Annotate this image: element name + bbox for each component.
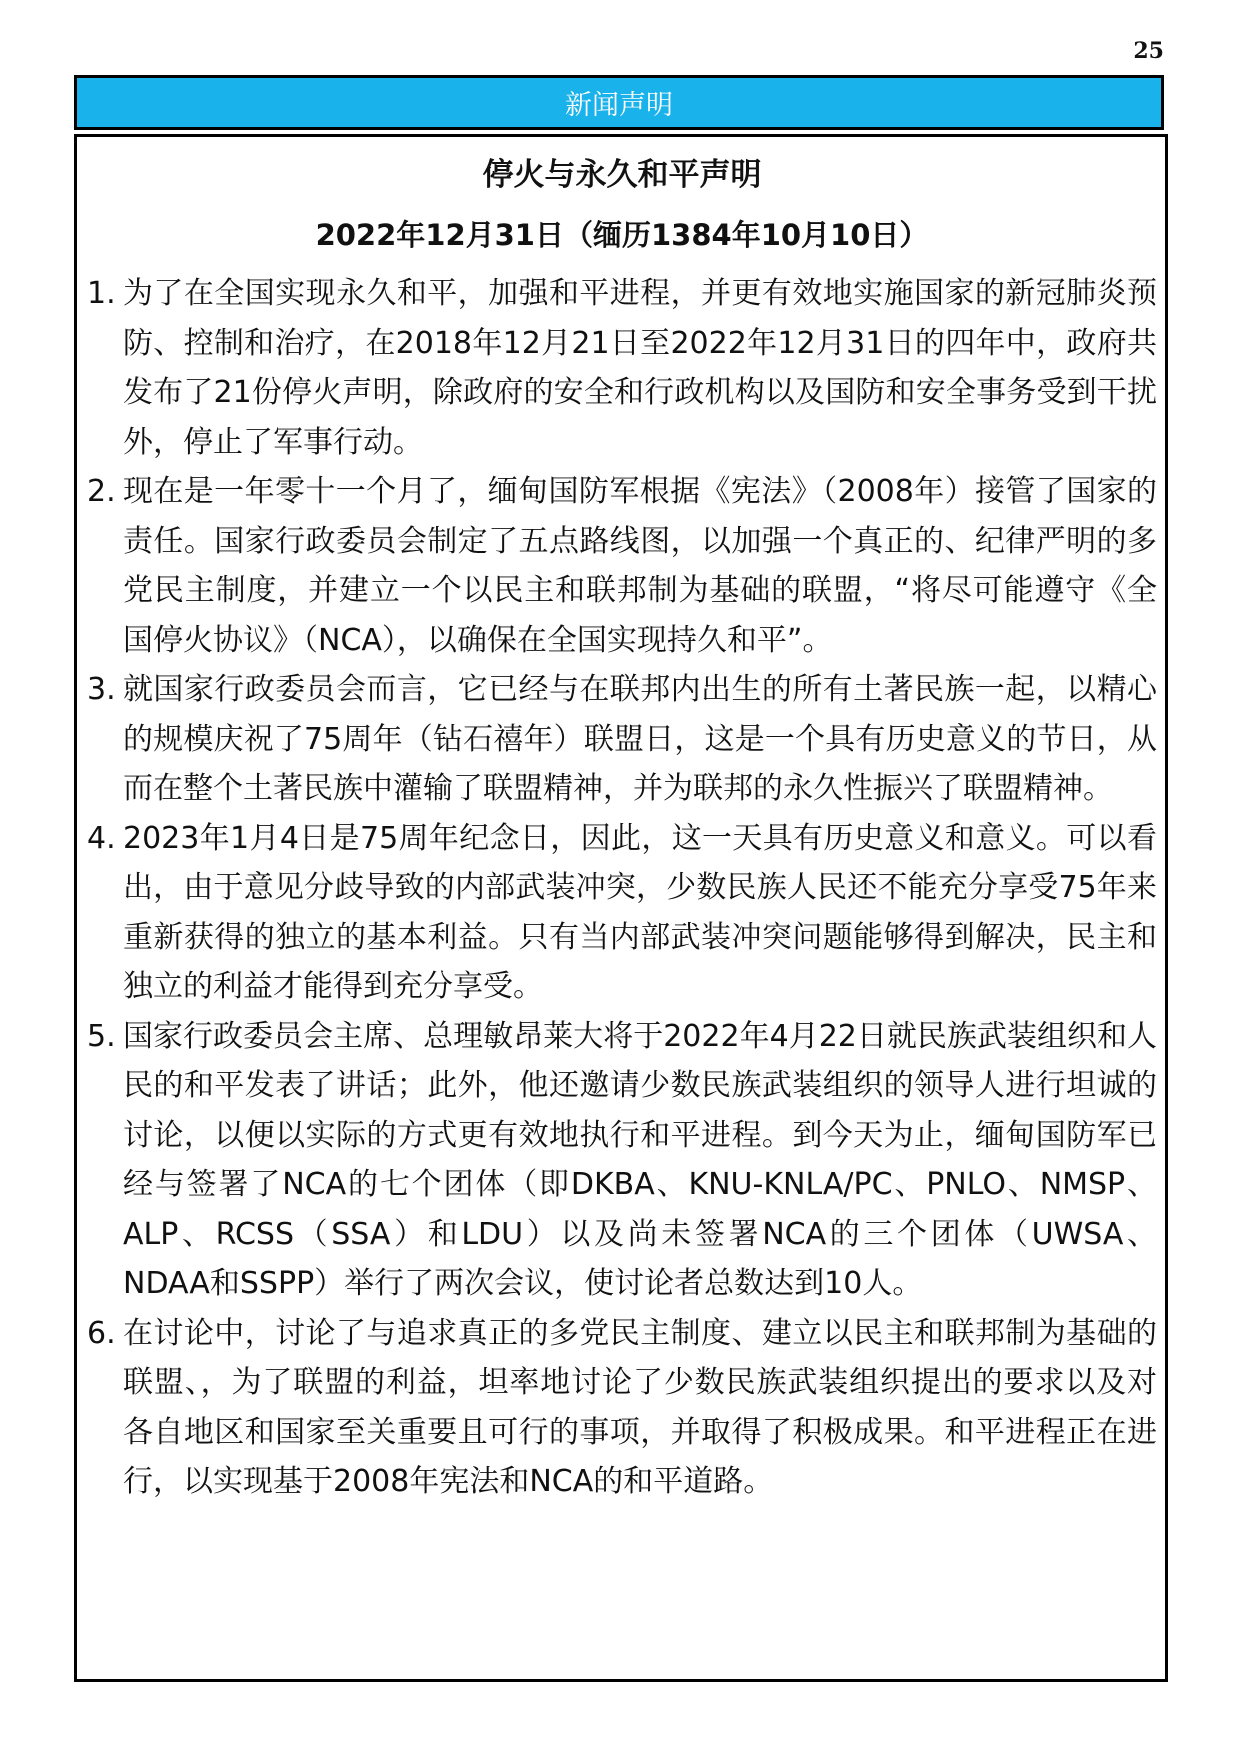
item-number: 2. (87, 474, 116, 509)
item-number: 6. (87, 1315, 116, 1351)
item-text: 就国家行政委员会而言，它已经与在联邦内出生的所有土著民族一起，以精心的规模庆祝了75周年（钻石禧年）联盟日，这是一个具有历史意义的节日，从而在整个土著民族中灌输了联盟精神，并为联邦的永久性振兴了联盟精神。 (123, 672, 1157, 806)
section-title: 新闻声明 (565, 90, 673, 121)
item-text: 2023年1月4日是75周年纪念日，因此，这一天具有历史意义和意义。可以看出，由于意见分歧导致的内部武装冲突，少数民族人民还不能充分享受75年来重新获得的独立的基本利益。只有当内部武装冲突问题能够得到解决，民主和独立的利益才能得到充分享受。 (123, 820, 1157, 1004)
item-number: 1. (87, 276, 116, 311)
section-header (74, 75, 1164, 130)
list-item (87, 1012, 1157, 1309)
paragraph-list (87, 269, 1157, 1507)
page-number: 25 (1133, 38, 1164, 64)
item-text: 在讨论中，讨论了与追求真正的多党民主制度、建立以民主和联邦制为基础的联盟、，为了联盟的利益，坦率地讨论了少数民族武装组织提出的要求以及对各自地区和国家至关重要且可行的事项，并取得了积极成果。和平进程正在进行，以实现基于2008年宪法和NCA的和平道路。 (123, 1315, 1157, 1499)
statement-box (74, 134, 1168, 1682)
item-number: 5. (87, 1018, 116, 1054)
list-item (87, 269, 1157, 467)
list-item (87, 814, 1157, 1012)
item-number: 3. (87, 672, 116, 707)
document-title: 停火与永久和平声明 (482, 157, 762, 193)
document-date: 2022年12月31日（缅历1384年10月10日） (315, 218, 929, 252)
list-item (87, 1309, 1157, 1507)
list-item (87, 665, 1157, 814)
list-item (87, 467, 1157, 665)
item-number: 4. (87, 820, 116, 856)
item-text: 为了在全国实现永久和平，加强和平进程，并更有效地实施国家的新冠肺炎预防、控制和治疗，在2018年12月21日至2022年12月31日的四年中，政府共发布了21份停火声明，除政府的安全和行政机构以及国防和安全事务受到干扰外，停止了军事行动。 (123, 276, 1157, 460)
item-text: 国家行政委员会主席、总理敏昂莱大将于2022年4月22日就民族武装组织和人民的和平发表了讲话；此外，他还邀请少数民族武装组织的领导人进行坦诚的讨论，以便以实际的方式更有效地执行和平进程。到今天为止，缅甸国防军已经与签署了NCA的七个团体（即DKBA、KNU-KNLA/PC、PNLO、NMSP、ALP、RCSS（SSA）和LDU）以及尚未签署NCA的三个团体（UWSA、NDAA和SSPP）举行了两次会议，使讨论者总数达到10人。 (123, 1018, 1157, 1301)
item-text: 现在是一年零十一个月了，缅甸国防军根据《宪法》（2008年）接管了国家的责任。国家行政委员会制定了五点路线图，以加强一个真正的、纪律严明的多党民主制度，并建立一个以民主和联邦制为基础的联盟，“将尽可能遵守《全国停火协议》（NCA），以确保在全国实现持久和平”。 (123, 474, 1157, 658)
